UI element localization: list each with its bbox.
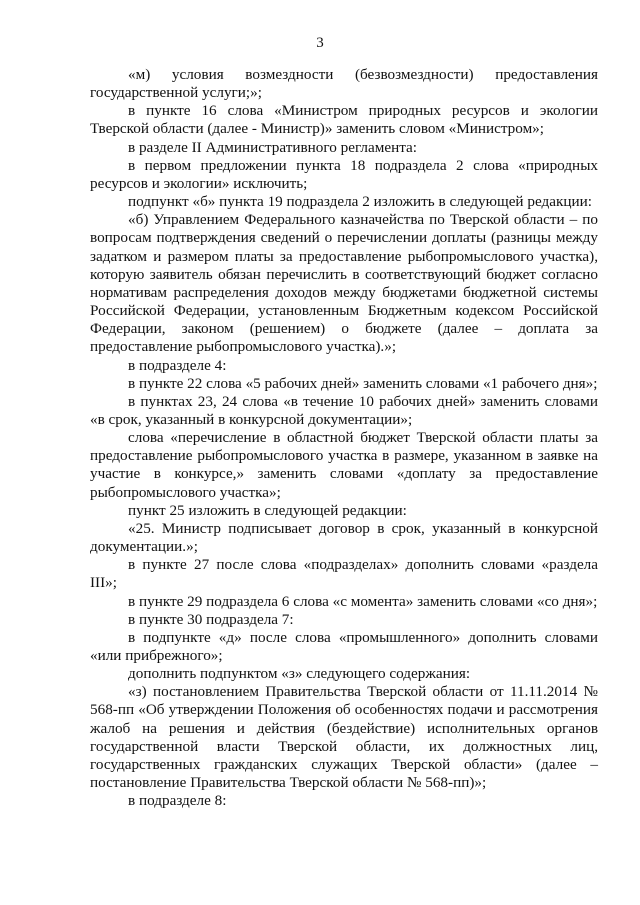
document-body (90, 66, 598, 810)
paragraph: в пункте 30 подраздела 7: (128, 610, 294, 628)
paragraph: в подпункте «д» после слова «промышленного» дополнить словами «или прибрежного»; (90, 628, 598, 664)
paragraph: дополнить подпунктом «з» следующего содержания: (128, 665, 471, 683)
paragraph: в пункте 29 подраздела 6 слова «с момента» заменить словами «со дня»; (128, 592, 598, 610)
paragraph: в первом предложении пункта 18 подраздела 2 слова «природных ресурсов и экологии» исключить; (90, 156, 598, 192)
paragraph: подпункт «б» пункта 19 подраздела 2 изложить в следующей редакции: (128, 193, 592, 211)
page-number: 3 (316, 35, 324, 51)
paragraph: в пункте 27 после слова «подразделах» дополнить словами «раздела III»; (90, 556, 598, 592)
paragraph: в разделе II Административного регламента: (128, 138, 417, 156)
paragraph: «25. Министр подписывает договор в срок, указанный в конкурсной документации.»; (90, 519, 598, 556)
paragraph: в подразделе 8: (128, 792, 227, 810)
paragraph: в пунктах 23, 24 слова «в течение 10 рабочих дней» заменить словами «в срок, указанный в конкурсной документации»; (90, 392, 598, 428)
paragraph: в подразделе 4: (128, 356, 227, 374)
paragraph: пункт 25 изложить в следующей редакции: (128, 501, 407, 519)
paragraph: «з) постановлением Правительства Тверской области от 11.11.2014 № 568-пп «Об утверждении Положения об особенностях подачи и рассмотрения жалоб на решения и действия (бездействие) исполнительных органов государственной власти Тверской области, их должностных лиц, государственных гражданских служащих Тверской области» (далее – постановление Правительства Тверской области № 568-пп)»; (90, 683, 598, 792)
paragraph: в пункте 22 слова «5 рабочих дней» заменить словами «1 рабочего дня»; (128, 374, 598, 392)
paragraph: «б) Управлением Федерального казначейства по Тверской области – по вопросам подтверждения сведений о перечислении доплаты (разницы между задатком и размером платы за предоставление рыбопромыслового участка), которую заявитель обязан перечислить в соответствующий бюджет согласно нормативам распределения доходов между бюджетами бюджетной системы Российской Федерации, установленным Бюджетным кодексом Российской Федерации, законом (решением) о бюджете (далее – доплата за предоставление рыбопромыслового участка).»; (90, 211, 598, 356)
paragraph: слова «перечисление в областной бюджет Тверской области платы за предоставление рыбопромыслового участка в размере, указанном в заявке на участие в конкурсе,» заменить словами «доплату за предоставление рыбопромыслового участка»; (90, 429, 598, 501)
paragraph: в пункте 16 слова «Министром природных ресурсов и экологии Тверской области (далее - Министр)» заменить словом «Министром»; (90, 102, 598, 138)
paragraph: «м) условия возмездности (безвозмездности) предоставления государственной услуги;»; (90, 66, 598, 102)
